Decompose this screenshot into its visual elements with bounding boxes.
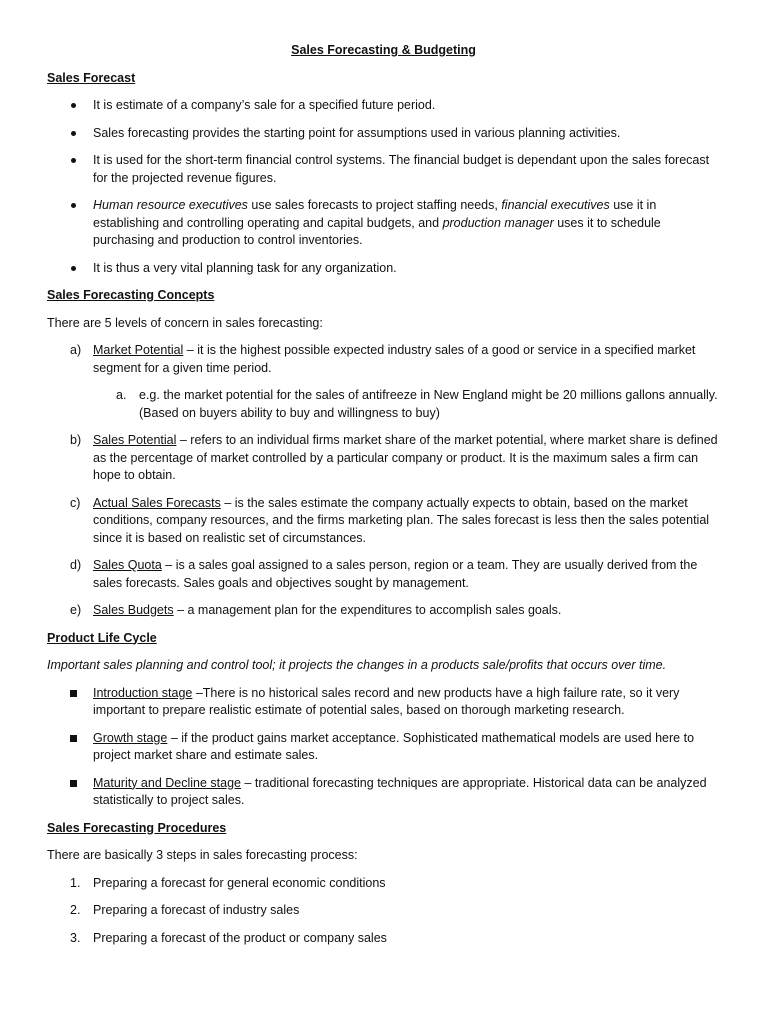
bullet-text: use sales forecasts to project staffing needs,: [247, 198, 502, 212]
concept-text: – is the sales estimate the company actually expects to obtain, based on the market conditions, company resources, and the firms marketing plan. The sales forecast is less then the sales potential since it is based on realistic set of circumstances.: [93, 495, 710, 545]
bullet-item: It is thus a very vital planning task for any organization.: [47, 260, 720, 278]
concept-text: – it is the highest possible expected industry sales of a good or service in a specified market segment for a given time period.: [93, 343, 696, 375]
plc-stage-item: [47, 730, 720, 765]
concept-text: – refers to an individual firms market share of the market potential, where market share is defined as the percentage of market controlled by a particular company or product. It is the maximum sales a firm can hope to obtain.: [93, 433, 718, 482]
plc-stage-item: [47, 685, 720, 720]
concepts-list: [47, 342, 720, 620]
list-marker: a): [70, 343, 82, 357]
concepts-intro: There are 5 levels of concern in sales forecasting:: [47, 315, 323, 330]
list-marker: 3.: [70, 930, 81, 945]
concept-item: [47, 432, 720, 485]
plc-stage-item: [47, 775, 720, 810]
bullet-text: use it in establishing and controlling operating and capital budgets, and: [93, 198, 657, 230]
concept-term: Sales Budgets: [93, 603, 174, 617]
stage-term: Growth stage: [93, 730, 168, 745]
concept-sub-list: [93, 387, 720, 422]
section-heading-procedures: Sales Forecasting Procedures: [47, 820, 227, 835]
italic-term: production manager: [442, 215, 554, 230]
concept-item: [47, 557, 720, 592]
bullet-item: [47, 197, 720, 250]
procedures-intro: There are basically 3 steps in sales forecasting process:: [47, 848, 358, 862]
section-heading-concepts: Sales Forecasting Concepts: [47, 288, 215, 302]
square-bullet-icon: [70, 780, 77, 787]
square-bullet-icon: [70, 690, 77, 697]
sales-forecast-bullet-list: [47, 97, 720, 277]
list-marker: c): [70, 495, 81, 510]
stage-term: Maturity and Decline stage: [93, 775, 241, 790]
italic-term: financial executives: [501, 198, 610, 212]
procedures-step-list: [47, 875, 720, 948]
concept-term: Sales Quota: [93, 558, 162, 572]
stage-text: – if the product gains market acceptance. Sophisticated mathematical models are used here to project market share and estimate sales.: [93, 730, 695, 762]
list-marker: 1.: [70, 875, 81, 890]
concept-item: [47, 342, 720, 422]
concept-sub-item: [93, 387, 720, 422]
plc-stage-list: [47, 685, 720, 810]
concept-term: Actual Sales Forecasts: [93, 495, 221, 510]
concept-sub-text: e.g. the market potential for the sales of antifreeze in New England might be 20 millions gallons annually. (Based on buyers ability to buy and willingness to buy): [139, 388, 718, 420]
list-marker: b): [70, 433, 82, 447]
concept-text: – a management plan for the expenditures to accomplish sales goals.: [173, 603, 562, 617]
italic-term: Human resource executives: [93, 198, 248, 212]
list-marker: d): [70, 558, 82, 572]
concept-item: [47, 495, 720, 548]
bullet-item: Sales forecasting provides the starting point for assumptions used in various planning activities.: [47, 125, 720, 143]
list-marker: 2.: [70, 903, 81, 917]
section-heading-product-life-cycle: Product Life Cycle: [47, 630, 157, 645]
plc-intro: Important sales planning and control tool; it projects the changes in a products sale/profits that occurs over time.: [47, 658, 667, 672]
concept-item: [47, 602, 720, 620]
concept-text: – is a sales goal assigned to a sales person, region or a team. They are usually derived from the sales forecasts. Sales goals and objectives sought by management.: [93, 558, 698, 590]
list-marker: a.: [116, 388, 127, 402]
step-text: Preparing a forecast of industry sales: [93, 903, 300, 917]
stage-text: – traditional forecasting techniques are appropriate. Historical data can be analyzed statistically to project sales.: [93, 775, 707, 807]
step-text: Preparing a forecast for general economic conditions: [93, 875, 386, 890]
square-bullet-icon: [70, 735, 77, 742]
procedure-step: [47, 875, 720, 893]
stage-text: –There is no historical sales record and new products have a high failure rate, so it very important to prepare realistic estimate of potential sales, based on thorough marketing research.: [93, 685, 680, 717]
concept-term: Sales Potential: [93, 433, 177, 447]
stage-term: Introduction stage: [93, 685, 193, 700]
step-text: Preparing a forecast of the product or company sales: [93, 930, 387, 945]
list-marker: e): [70, 603, 82, 617]
procedure-step: [47, 930, 720, 948]
bullet-text: uses it to schedule purchasing and production to control inventories.: [93, 215, 661, 247]
concept-term: Market Potential: [93, 343, 184, 357]
section-heading-sales-forecast: Sales Forecast: [47, 70, 136, 85]
bullet-item: It is used for the short-term financial control systems. The financial budget is dependant upon the sales forecast for the projected revenue figures.: [47, 152, 720, 187]
document-title: Sales Forecasting & Budgeting: [291, 43, 476, 57]
bullet-item: It is estimate of a company’s sale for a specified future period.: [47, 97, 720, 115]
procedure-step: [47, 902, 720, 920]
